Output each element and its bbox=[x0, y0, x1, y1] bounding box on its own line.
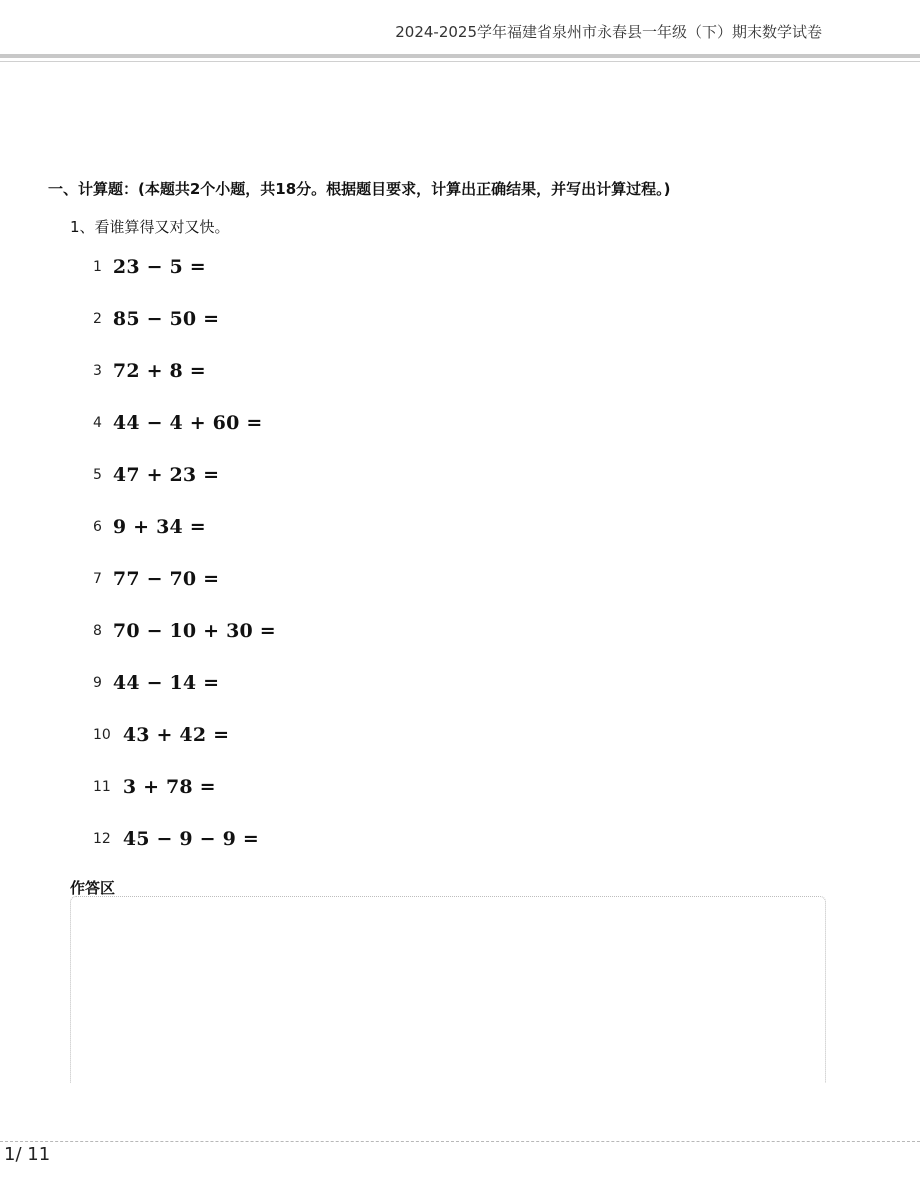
item-expression: 44 − 4 + 60 = bbox=[112, 412, 263, 434]
item-number: 3 bbox=[93, 363, 102, 379]
page-indicator: 1/ 11 bbox=[4, 1144, 51, 1165]
item-number: 10 bbox=[93, 727, 111, 743]
item-number: 4 bbox=[93, 415, 102, 431]
item-expression: 45 − 9 − 9 = bbox=[122, 828, 259, 850]
item-number: 11 bbox=[93, 779, 111, 795]
item-number: 7 bbox=[93, 571, 102, 587]
header-divider bbox=[0, 54, 920, 58]
item-number: 9 bbox=[93, 675, 102, 691]
calculation-item bbox=[93, 774, 216, 800]
item-expression: 72 + 8 = bbox=[112, 360, 206, 382]
calculation-item bbox=[93, 618, 276, 644]
question-stem: 1、看谁算得又对又快。 bbox=[70, 218, 230, 236]
item-expression: 44 − 14 = bbox=[112, 672, 220, 694]
calculation-item bbox=[93, 566, 219, 592]
calculation-item bbox=[93, 306, 219, 332]
page-break-divider bbox=[0, 1141, 920, 1142]
exam-title: 2024-2025学年福建省泉州市永春县一年级（下）期末数学试卷 bbox=[395, 23, 822, 41]
calculation-item bbox=[93, 670, 219, 696]
item-expression: 47 + 23 = bbox=[112, 464, 220, 486]
calculation-item bbox=[93, 358, 206, 384]
page-bottom-margin bbox=[60, 1083, 840, 1133]
calculation-item bbox=[93, 722, 229, 748]
item-expression: 70 − 10 + 30 = bbox=[112, 620, 276, 642]
answer-area[interactable] bbox=[70, 896, 826, 1097]
answer-area-label: 作答区 bbox=[70, 879, 116, 897]
calculation-item bbox=[93, 254, 206, 280]
item-expression: 3 + 78 = bbox=[122, 776, 216, 798]
section-heading: 一、计算题：(本题共2个小题，共18分。根据题目要求，计算出正确结果，并写出计算过程。) bbox=[48, 180, 671, 198]
calculation-item bbox=[93, 410, 262, 436]
header-divider-thin bbox=[0, 61, 920, 62]
item-expression: 77 − 70 = bbox=[112, 568, 220, 590]
item-number: 5 bbox=[93, 467, 102, 483]
item-expression: 85 − 50 = bbox=[112, 308, 220, 330]
calculation-item bbox=[93, 462, 219, 488]
calculation-item bbox=[93, 514, 206, 540]
item-number: 1 bbox=[93, 259, 102, 275]
item-number: 2 bbox=[93, 311, 102, 327]
item-expression: 43 + 42 = bbox=[122, 724, 230, 746]
item-number: 12 bbox=[93, 831, 111, 847]
calculation-item bbox=[93, 826, 259, 852]
item-number: 8 bbox=[93, 623, 102, 639]
item-expression: 9 + 34 = bbox=[112, 516, 206, 538]
item-number: 6 bbox=[93, 519, 102, 535]
item-expression: 23 − 5 = bbox=[112, 256, 206, 278]
